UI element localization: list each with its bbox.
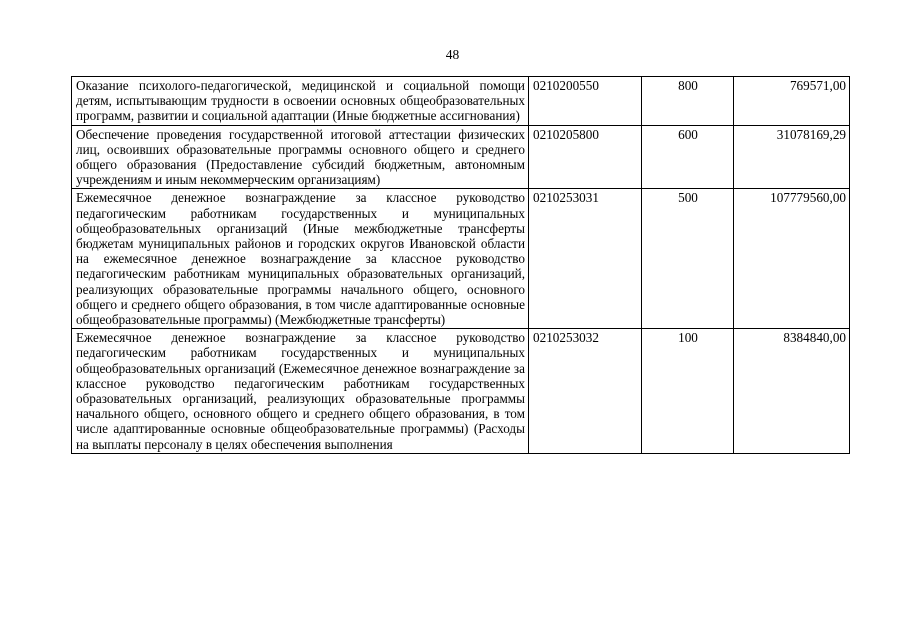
row-expense-type: 800 xyxy=(642,77,734,126)
table-row xyxy=(72,189,850,329)
row-code: 0210205800 xyxy=(529,125,642,189)
row-expense-type: 600 xyxy=(642,125,734,189)
row-code: 0210253032 xyxy=(529,329,642,454)
row-code: 0210253031 xyxy=(529,189,642,329)
row-expense-type: 100 xyxy=(642,329,734,454)
budget-table xyxy=(71,76,850,454)
table-row xyxy=(72,329,850,454)
row-amount: 107779560,00 xyxy=(734,189,850,329)
row-expense-type: 500 xyxy=(642,189,734,329)
row-amount: 8384840,00 xyxy=(734,329,850,454)
row-description: Ежемесячное денежное вознаграждение за классное руководство педагогическим работникам государственных и муниципальных общеобразовательных организаций (Иные межбюджетные трансферты бюджетам муниципальных районов и городских округов Ивановской области на ежемесячное денежное вознаграждение за классное руководство педагогическим работникам муниципальных образовательных организаций, реализующих образовательные программы начального общего, основного общего и среднего общего образования, в том числе адаптированные основные общеобразовательные программы) (Межбюджетные трансферты) xyxy=(72,189,529,329)
table-row xyxy=(72,77,850,126)
row-description: Ежемесячное денежное вознаграждение за классное руководство педагогическим работникам государственных и муниципальных общеобразовательных организаций (Ежемесячное денежное вознаграждение за классное руководство педагогическим работникам государственных образовательных организаций, реализующих образовательные программы начального общего, основного общего и среднего общего образования, в том числе адаптированные основные общеобразовательные программы) (Расходы на выплаты персоналу в целях обеспечения выполнения xyxy=(72,329,529,454)
row-amount: 769571,00 xyxy=(734,77,850,126)
row-description: Оказание психолого-педагогической, медицинской и социальной помощи детям, испытывающим трудности в освоении основных общеобразовательных программ, развитии и социальной адаптации (Иные бюджетные ассигнования) xyxy=(72,77,529,126)
row-description: Обеспечение проведения государственной итоговой аттестации физических лиц, освоивших образовательные программы основного общего и среднего общего образования (Предоставление субсидий бюджетным, автономным учреждениям и иным некоммерческим организациям) xyxy=(72,125,529,189)
row-amount: 31078169,29 xyxy=(734,125,850,189)
row-code: 0210200550 xyxy=(529,77,642,126)
table-row xyxy=(72,125,850,189)
page-number: 48 xyxy=(445,47,460,62)
